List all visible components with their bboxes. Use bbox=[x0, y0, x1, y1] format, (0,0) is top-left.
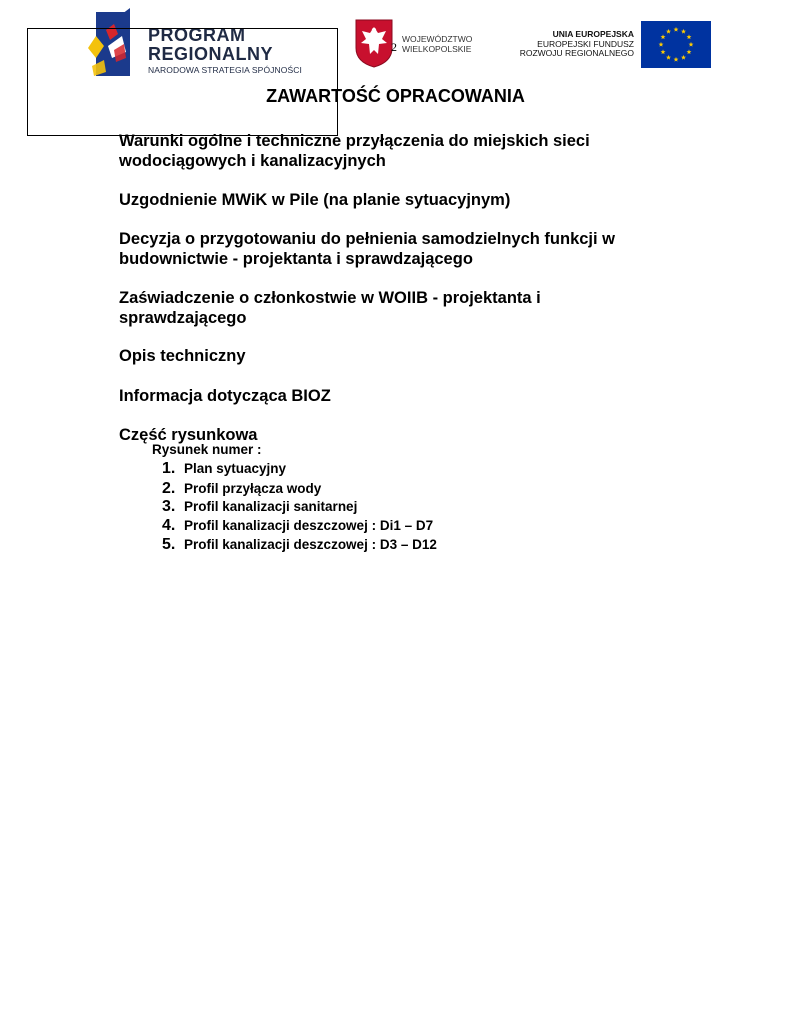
list-number: 3. bbox=[162, 498, 176, 515]
section-line: Część rysunkowa bbox=[119, 426, 258, 444]
list-item bbox=[162, 517, 433, 535]
section-bioz-info bbox=[119, 386, 331, 406]
page-marker: 2 bbox=[391, 40, 397, 54]
list-item bbox=[162, 480, 321, 498]
eu-flag-icon bbox=[641, 21, 711, 68]
list-label: Plan sytuacyjny bbox=[184, 461, 287, 476]
list-number: 1. bbox=[162, 460, 176, 477]
section-line: Uzgodnienie MWiK w Pile (na planie sytuacyjnym) bbox=[119, 191, 511, 209]
wojewodztwo-line1: WOJEWÓDZTWO bbox=[402, 34, 473, 44]
section-line: Warunki ogólne i techniczne przyłączenia do miejskich sieci bbox=[119, 132, 590, 150]
section-woiib-certificate bbox=[119, 288, 541, 328]
section-line: Informacja dotycząca BIOZ bbox=[119, 387, 331, 405]
wojewodztwo-logo bbox=[352, 18, 482, 70]
wojewodztwo-line2: WIELKOPOLSKIE bbox=[402, 44, 472, 54]
section-mwik-approval bbox=[119, 190, 510, 210]
program-title-line1: PROGRAM bbox=[148, 25, 246, 45]
section-technical-description bbox=[119, 346, 246, 366]
list-label: Profil kanalizacji sanitarnej bbox=[184, 499, 358, 514]
section-line: Decyzja o przygotowaniu do pełnienia samodzielnych funkcji w bbox=[119, 230, 616, 248]
page-title: ZAWARTOŚĆ OPRACOWANIA bbox=[266, 86, 525, 106]
section-line: sprawdzającego bbox=[119, 309, 247, 327]
list-item bbox=[162, 536, 437, 554]
program-subtitle: NARODOWA STRATEGIA SPÓJNOŚCI bbox=[148, 65, 302, 75]
drawings-label: Rysunek numer : bbox=[152, 442, 262, 457]
section-line: wodociągowych i kanalizacyjnych bbox=[119, 152, 386, 170]
eagle-shield-icon bbox=[354, 18, 394, 68]
list-number: 4. bbox=[162, 517, 176, 534]
eu-line2: EUROPEJSKI FUNDUSZ bbox=[537, 38, 634, 49]
eu-line3: ROZWOJU REGIONALNEGO bbox=[519, 48, 634, 58]
list-label: Profil przyłącza wody bbox=[184, 481, 322, 496]
section-line: Zaświadczenie o członkostwie w WOIIB - projektanta i bbox=[119, 289, 541, 307]
section-decision bbox=[119, 229, 615, 269]
list-item bbox=[162, 460, 286, 478]
program-title-line2: REGIONALNY bbox=[148, 44, 274, 64]
eu-fund-text bbox=[508, 30, 634, 59]
list-label: Profil kanalizacji deszczowej : Di1 – D7 bbox=[184, 518, 434, 533]
list-label: Profil kanalizacji deszczowej : D3 – D12 bbox=[184, 537, 437, 552]
outline-box bbox=[27, 25, 338, 136]
section-line: budownictwie - projektanta i sprawdzającego bbox=[119, 250, 473, 268]
section-connection-conditions bbox=[119, 131, 590, 171]
eu-line1: UNIA EUROPEJSKA bbox=[552, 29, 634, 39]
list-number: 2. bbox=[162, 480, 176, 497]
section-line: Opis techniczny bbox=[119, 347, 246, 365]
list-number: 5. bbox=[162, 536, 176, 553]
list-item bbox=[162, 498, 357, 516]
